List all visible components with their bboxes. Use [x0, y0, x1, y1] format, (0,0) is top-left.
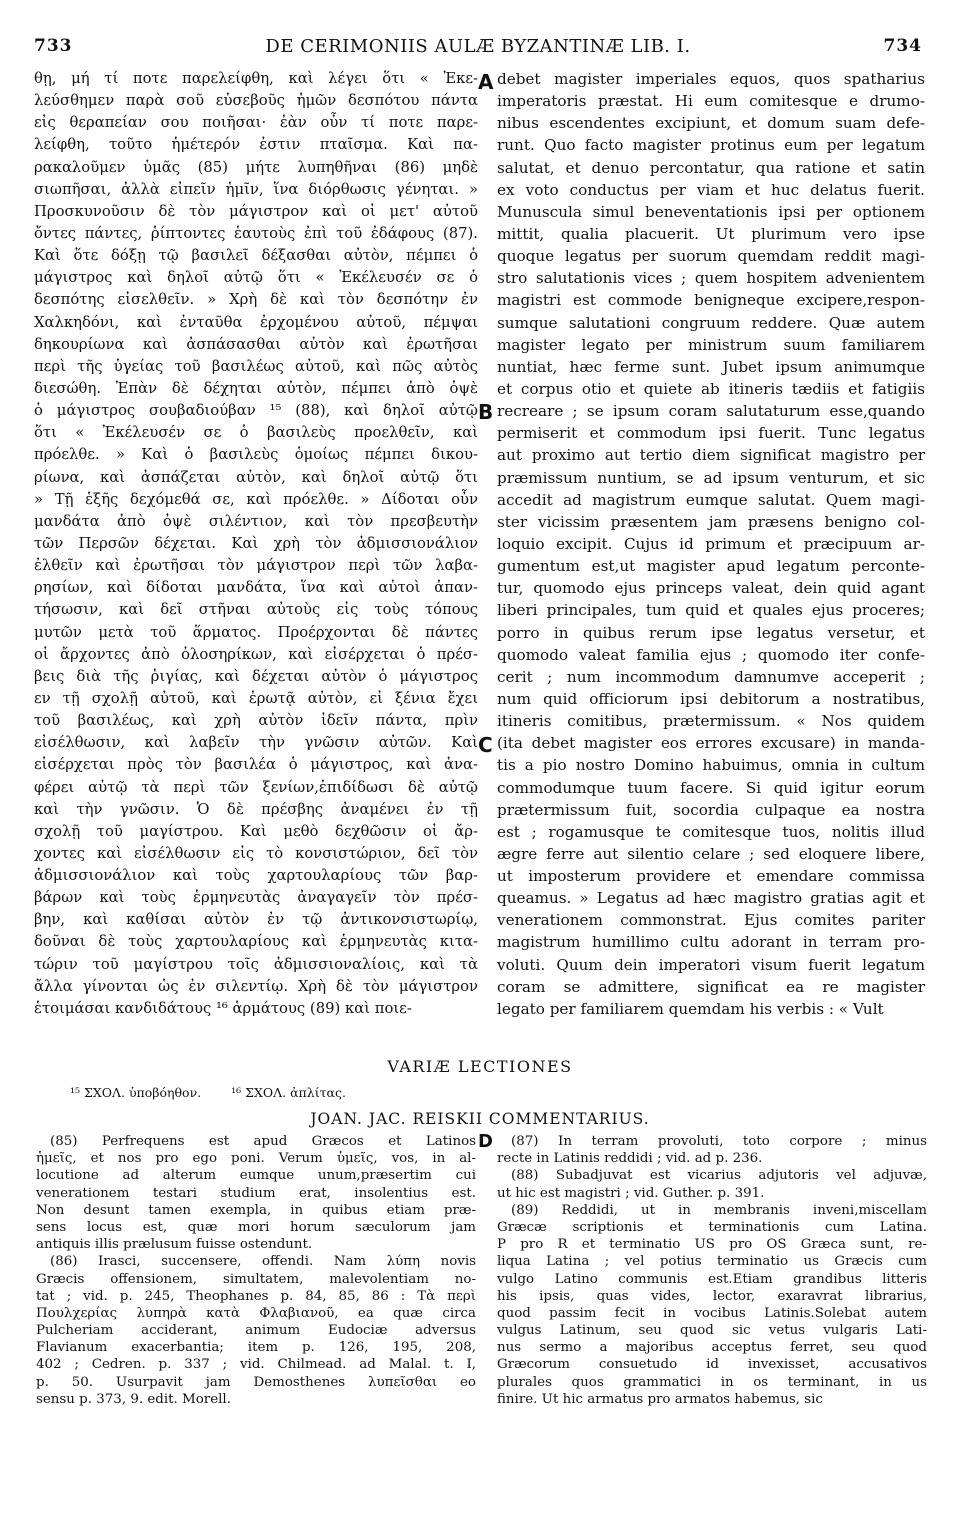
greek-text-line: οἱ ἄρχοντες ἀπὸ ὁλοσηρίκων, καὶ εἰσέρχεται ὁ πρέσ-: [34, 645, 478, 663]
commentary-line: (86) Irasci, succensere, offendi. Nam λύπη novis: [50, 1254, 476, 1270]
greek-text-line: τῶν Περσῶν δέχεται. Καὶ χρὴ τὸν ἀδμισσιονάλιον: [34, 534, 478, 552]
section-marker-c: C: [478, 733, 493, 757]
greek-text-line: περὶ τῆς ὑγείας τοῦ βασιλέως αὐτοῦ, καὶ πῶς αὐτὸς: [34, 357, 478, 375]
latin-text-line: num quid officiorum ipsi debitorum a nostratibus,: [497, 689, 925, 708]
greek-text-line: εἰς θεραπείαν σου ποιῆσαι· ἐὰν οὖν τί ποτε παρε-: [34, 114, 478, 132]
latin-text-line: ægre ferre aut silentio celare ; sed eloquere libere,: [497, 844, 925, 863]
greek-text-line: » Τῇ ἑξῆς δεχόμεθά σε, καὶ πρόελθε. » Δίδοται οὖν: [34, 490, 478, 508]
commentary-line: (88) Subadjuvat est vicarius adjutoris vel adjuvæ,: [511, 1168, 927, 1184]
latin-text-line: quomodo valeat familia ejus ; quomodo iter confe-: [497, 645, 925, 664]
latin-text-line: gumentum est,ut magister apud legatum perconte-: [497, 557, 925, 576]
commentary-line: liqua Latina ; vel potius terminatio us Græcis cum: [497, 1254, 927, 1270]
greek-text-line: πρόελθε. » Καὶ ὁ βασιλεὺς ὁμοίως πέμπει δικου-: [34, 446, 478, 464]
latin-text-line: nibus escendentes excipiunt, et domum suam defe-: [497, 114, 925, 133]
commentary-line: Græcis offensionem, simultatem, malevolentiam no-: [36, 1271, 476, 1287]
commentary-line: vulgo Latino communis est.Etiam grandibus litteris: [497, 1271, 927, 1287]
latin-text-line: prætermissum fuit, socordia culpaque ea nostra: [497, 800, 925, 819]
greek-text-line: εἰσέλθωσιν, καὶ λαβεῖν τὴν γνῶσιν αὐτῶν. Καὶ: [34, 734, 478, 752]
greek-text-line: ὅτι « Ἐκέλευσέν σε ὁ βασιλεὺς προελθεῖν, καὶ: [34, 424, 478, 442]
greek-text-line: ὄντες πάντες, ῥίπτοντες ἑαυτοὺς ἐπὶ τοῦ ἐδάφους (87).: [34, 224, 478, 242]
latin-text-line: ster vicissim præsentem jam præsens benigno col-: [497, 512, 925, 531]
latin-text-line: quoque legatus per suorum quemdam reddit magi-: [497, 247, 925, 266]
commentary-line: sens locus est, quæ mori horum sæculorum jam: [36, 1219, 476, 1235]
greek-text-line: Προσκυνοῦσιν δὲ τὸν μάγιστρον καὶ οἱ μετ' αὐτοῦ: [34, 202, 478, 220]
left-page-number: 733: [34, 36, 73, 56]
latin-text-line: est ; rogamusque te comitesque tuos, nolitis illud: [497, 822, 925, 841]
latin-text-line: magistrum humillimo cultu adorant in terram pro-: [497, 933, 925, 952]
variae-lectiones-heading: VARIÆ LECTIONES: [387, 1057, 573, 1076]
latin-text-line: præmissum nuntium, se ad ipsum venturum, et sic: [497, 468, 925, 487]
section-marker-d: D: [478, 1131, 493, 1152]
latin-text-line: sumque salutationi congruum reddere. Quæ autem: [497, 313, 925, 332]
commentary-line: Non desunt tamen exempla, in quibus etiam præ-: [36, 1202, 476, 1218]
latin-text-line: venerationem commonstrat. Ejus comites pariter: [497, 911, 925, 930]
commentary-line: ἡμεῖς, et nos pro ego poni. Verum ὑμεῖς, vos, in al-: [36, 1151, 476, 1167]
latin-text-line: coram se admittere, significat ea re magister: [497, 977, 925, 996]
greek-text-line: δοῦναι δὲ τοὺς χαρτουλαρίους καὶ ἑρμηνευτὰς κιτα-: [34, 933, 478, 951]
commentary-line: antiquis illis prælusum fuisse ostendunt.: [36, 1237, 313, 1253]
commentary-line: finire. Ut hic armatus pro armatos habemus, sic: [497, 1391, 823, 1407]
latin-text-line: porro in quibus rerum ipse legatus versetur, et: [497, 623, 925, 642]
greek-text-line: τώριν τοῦ μαγίστρου τοῖς ἀδμισσιοναλίοις, καὶ τὰ: [34, 955, 478, 973]
greek-text-line: Χαλκηδόνι, καὶ ἐνταῦθα ἐρχομένου αὐτοῦ, πέμψαι: [34, 313, 478, 331]
greek-text-line: θῃ, μή τί ποτε παρελείφθη, καὶ λέγει ὅτι « Ἐκε-: [34, 70, 478, 87]
greek-text-line: μυτῶν μετὰ τοῦ ἅρματος. Προέρχονται δὲ πάντες: [34, 623, 478, 641]
latin-text-line: nuntiat, hæc ferme sunt. Jubet ipsum animumque: [497, 357, 925, 376]
greek-text-line: βην, καὶ καθίσαι αὐτὸν ἐν τῷ ἀντικονσιστωρίῳ,: [34, 911, 478, 929]
latin-text-line: loquio excipit. Cujus id primum et præcipuum ar-: [497, 534, 925, 553]
greek-text-line: μανδάτα ἀπὸ ὀψὲ σιλέντιον, καὶ τὸν πρεσβευτὴν: [34, 512, 478, 530]
commentary-line: Græcorum consuetudo id invexisset, accusativos: [497, 1357, 927, 1373]
greek-text-line: Καὶ ὅτε δόξῃ τῷ βασιλεῖ δέξασθαι αὐτὸν, πέμπει ὁ: [34, 247, 478, 265]
latin-text-column: [497, 68, 925, 1020]
greek-text-line: τοῦ βασιλέως, καὶ χρὴ αὐτὸν ἰδεῖν πάντα, πρὶν: [34, 712, 478, 730]
greek-text-column: [34, 68, 478, 1020]
greek-text-line: βεις διὰ τῆς ῥιγίας, καὶ δέχεται αὐτὸν ὁ μάγιστρος: [34, 667, 478, 685]
greek-text-line: δεσπότης εἰσελθεῖν. » Χρὴ δὲ καὶ τὸν δεσπότην ἐν: [34, 291, 478, 309]
commentary-left-column: [36, 1133, 476, 1408]
greek-text-line: λείφθη, τοῦτο ἡμέτερόν ἐστιν πταῖσμα. Καὶ πα-: [34, 136, 478, 154]
latin-text-line: cerit ; num incommodum damnumve acceperit ;: [497, 667, 925, 686]
greek-text-line: χοντες καὶ εἰσέλθωσιν εἰς τὸ κονσιστώριον, δεῖ τὸν: [34, 844, 478, 862]
latin-text-line: voluti. Quum dein imperatori visum fuerit legatum: [497, 955, 925, 974]
latin-text-line: itineris comitibus, prætermissum. « Nos quidem: [497, 712, 925, 731]
greek-text-line: ἑτοιμάσαι κανδιδάτους ¹⁶ ἁρμάτους (89) καὶ ποιε-: [34, 999, 412, 1017]
commentary-line: Pulcheriam acciderant, animum Eudociæ adversus: [36, 1323, 476, 1339]
commentary-heading: JOAN. JAC. REISKII COMMENTARIUS.: [310, 1110, 650, 1128]
greek-text-line: τήσωσιν, καὶ δεῖ στῆναι αὐτοὺς εἰς τοὺς τόπους: [34, 601, 478, 619]
commentary-line: p. 50. Usurpavit jam Demosthenes λυπεῖσθαι eo: [36, 1374, 476, 1390]
greek-text-line: μάγιστρος καὶ δηλοῖ αὐτῷ ὅτι « Ἐκέλευσέν σε ὁ: [34, 269, 478, 287]
commentary-line: nus sermo a majoribus acceptus ferret, seu quod: [497, 1340, 927, 1356]
commentary-line: P pro R et terminatio US pro OS Græca sunt, re-: [497, 1237, 927, 1253]
latin-text-line: et corpus otio et quiete ab itineris tædiis et fatigiis: [497, 379, 925, 398]
section-marker-b: B: [478, 400, 494, 424]
latin-text-line: ut imposterum providere et emendare commissa: [497, 867, 925, 886]
latin-text-line: accedit ad magistrum eumque salutat. Quem magi-: [497, 490, 925, 509]
greek-text-line: ὁ μάγιστρος σουβαδιούβαν ¹⁵ (88), καὶ δηλοῖ αὐτῷ: [34, 402, 478, 420]
latin-text-line: imperatoris præstat. Hi eum comitesque e drumo-: [497, 92, 925, 111]
right-page-number: 734: [883, 36, 922, 56]
greek-text-line: δηκουρίωνα καὶ ἀσπάσασθαι αὐτὸν καὶ ἐρωτῆσαι: [34, 335, 478, 353]
commentary-line: quod passim fecit in vocibus Latinis.Solebat autem: [497, 1305, 927, 1321]
commentary-line: Græcæ scriptionis et terminationis cum Latina.: [497, 1219, 927, 1235]
latin-text-line: aut proximo aut tertio diem significat magistro per: [497, 446, 925, 465]
latin-text-line: permiserit et commodum ipsi fuerit. Tunc legatus: [497, 424, 925, 443]
latin-text-line: Munuscula simul beneventationis ipsi per optionem: [497, 202, 925, 221]
greek-text-line: λεύσθημεν παρὰ σοῦ εὐσεβοῦς ἡμῶν δεσπότου πάντα: [34, 92, 478, 110]
page-header: [34, 36, 922, 62]
variae-lectiones-notes: [70, 1085, 372, 1100]
commentary-line: (85) Perfrequens est apud Græcos et Latinos: [50, 1134, 476, 1149]
latin-text-line: magister legato per ministrum suum familiarem: [497, 335, 925, 354]
latin-text-line: tur, quomodo ejus princeps valeat, dein quid agant: [497, 579, 925, 598]
greek-text-line: ρακαλοῦμεν ὑμᾶς (85) μήτε λυπηθῆναι (86) μηδὲ: [34, 158, 478, 176]
latin-text-line: stro salutationis vices ; quem hospitem advenientem: [497, 269, 925, 288]
running-title: DE CERIMONIIS AULÆ BYZANTINÆ LIB. I.: [265, 36, 691, 57]
commentary-line: his ipsis, quas vides, lector, exaravrat librarius,: [497, 1288, 927, 1304]
greek-text-line: διεσώθη. Ἐπὰν δὲ δέχηται αὐτὸν, πέμπει ἀπὸ ὀψὲ: [34, 379, 478, 397]
variant-note-16: ¹⁶ ΣΧΟΛ. ἀπλίτας.: [231, 1085, 346, 1100]
greek-text-line: ἀδμισσιονάλιον καὶ τοὺς χαρτουλαρίους τῶν βαρ-: [34, 867, 478, 885]
greek-text-line: σχολῇ τοῦ μαγίστρου. Καὶ μεθὸ δεχθῶσιν οἱ ἄρ-: [34, 822, 478, 840]
greek-text-line: καὶ τὴν γνῶσιν. Ὁ δὲ πρέσβης ἀναμένει ἐν τῇ: [34, 800, 478, 818]
latin-text-line: recreare ; se ipsum coram salutaturum esse,quando: [497, 402, 925, 421]
commentary-line: Flavianum exacerbantia; item p. 126, 195, 208,: [36, 1340, 476, 1356]
latin-text-line: mittit, qualia placuerit. Ut plurimum vero ipse: [497, 224, 925, 243]
latin-text-line: ex voto conductus per viam et huc delatus fuerit.: [497, 180, 925, 199]
greek-text-line: βάρων καὶ τοὺς ἑρμηνευτὰς ἀναγαγεῖν τὸν πρέσ-: [34, 889, 478, 907]
commentary-right-column: [497, 1133, 927, 1408]
latin-text-line: queamus. » Legatus ad hæc magistro gratias agit et: [497, 889, 925, 908]
latin-text-line: liberi principales, tum quid et quales ejus proceres;: [497, 601, 925, 620]
greek-text-line: ρίωνα, καὶ ἀσπάζεται αὐτὸν, καὶ δηλοῖ αὐτῷ ὅτι: [34, 468, 478, 486]
greek-text-line: ἐλθεῖν καὶ ἐρωτῆσαι τὸν μάγιστρον περὶ τῶν λαβα-: [34, 557, 478, 575]
latin-text-line: salutat, et denuo percontatur, qua ratione et satin: [497, 158, 925, 177]
commentary-line: (89) Reddidi, ut in membranis inveni,miscellam: [511, 1202, 927, 1218]
commentary-line: locutione ad alterum eumque unum,præsertim cui: [36, 1168, 476, 1184]
commentary-line: sensu p. 373, 9. edit. Morell.: [36, 1391, 231, 1407]
greek-text-line: εν τῇ σχολῇ αὐτοῦ, καὶ ἐρωτᾷ αὐτὸν, εἰ ξένια ἔχει: [34, 689, 478, 707]
greek-text-line: σιωπῆσαι, ἀλλὰ εἰπεῖν ἡμῖν, ἵνα διόρθωσις γένηται. »: [34, 180, 478, 198]
latin-text-line: legato per familiarem quemdam his verbis : « Vult: [497, 999, 884, 1018]
latin-text-line: runt. Quo facto magister protinus eum per legatum: [497, 136, 925, 155]
commentary-line: plurales quos grammatici in os terminant, in us: [497, 1374, 927, 1390]
commentary-line: ut hic est magistri ; vid. Guther. p. 391.: [497, 1185, 765, 1201]
commentary-line: tat ; vid. p. 245, Theophanes p. 84, 85, 86 : Τὰ περὶ: [36, 1288, 476, 1304]
latin-text-line: magistri est commode benigneque excipere,respon-: [497, 291, 925, 310]
variant-note-15: ¹⁵ ΣΧΟΛ. ὑποβόηθον.: [70, 1085, 202, 1100]
commentary-line: venerationem testari studium erat, insolentius est.: [36, 1185, 476, 1201]
latin-text-line: commodumque tuum facere. Si quid igitur eorum: [497, 778, 925, 797]
section-marker-a: A: [478, 70, 494, 94]
greek-text-line: ρησίων, καὶ δίδοται μανδάτα, ἵνα καὶ αὐτοὶ ἀπαν-: [34, 579, 478, 597]
commentary-line: recte in Latinis reddidi ; vid. ad p. 236.: [497, 1151, 763, 1167]
commentary-line: (87) In terram provoluti, toto corpore ; minus: [511, 1134, 927, 1149]
latin-text-line: debet magister imperiales equos, quos spatharius: [497, 70, 925, 88]
greek-text-line: φέρει αὐτῷ τὰ περὶ τῶν ξενίων,ἐπιδίδωσι δὲ αὐτῷ: [34, 778, 478, 796]
greek-text-line: ἄλλα γίνονται ὡς ἐν σιλεντίῳ. Χρὴ δὲ τὸν μάγιστρον: [34, 977, 478, 995]
greek-text-line: εἰσέρχεται πρὸς τὸν βασιλέα ὁ μάγιστρος, καὶ ἀνα-: [34, 756, 478, 774]
commentary-line: vulgus Latinum, seu quod sic vetus vulgaris Lati-: [497, 1323, 927, 1339]
latin-text-line: (ita debet magister eos errores excusare) in manda-: [497, 734, 925, 753]
commentary-line: Πουλχερίας λυπηρὰ κατὰ Φλαβιανοῦ, ea quæ circa: [36, 1305, 476, 1321]
commentary-line: 402 ; Cedren. p. 337 ; vid. Chilmead. ad Malal. t. I,: [36, 1357, 476, 1373]
latin-text-line: tis a pio nostro Domino habuimus, omnia in cultum: [497, 756, 925, 775]
